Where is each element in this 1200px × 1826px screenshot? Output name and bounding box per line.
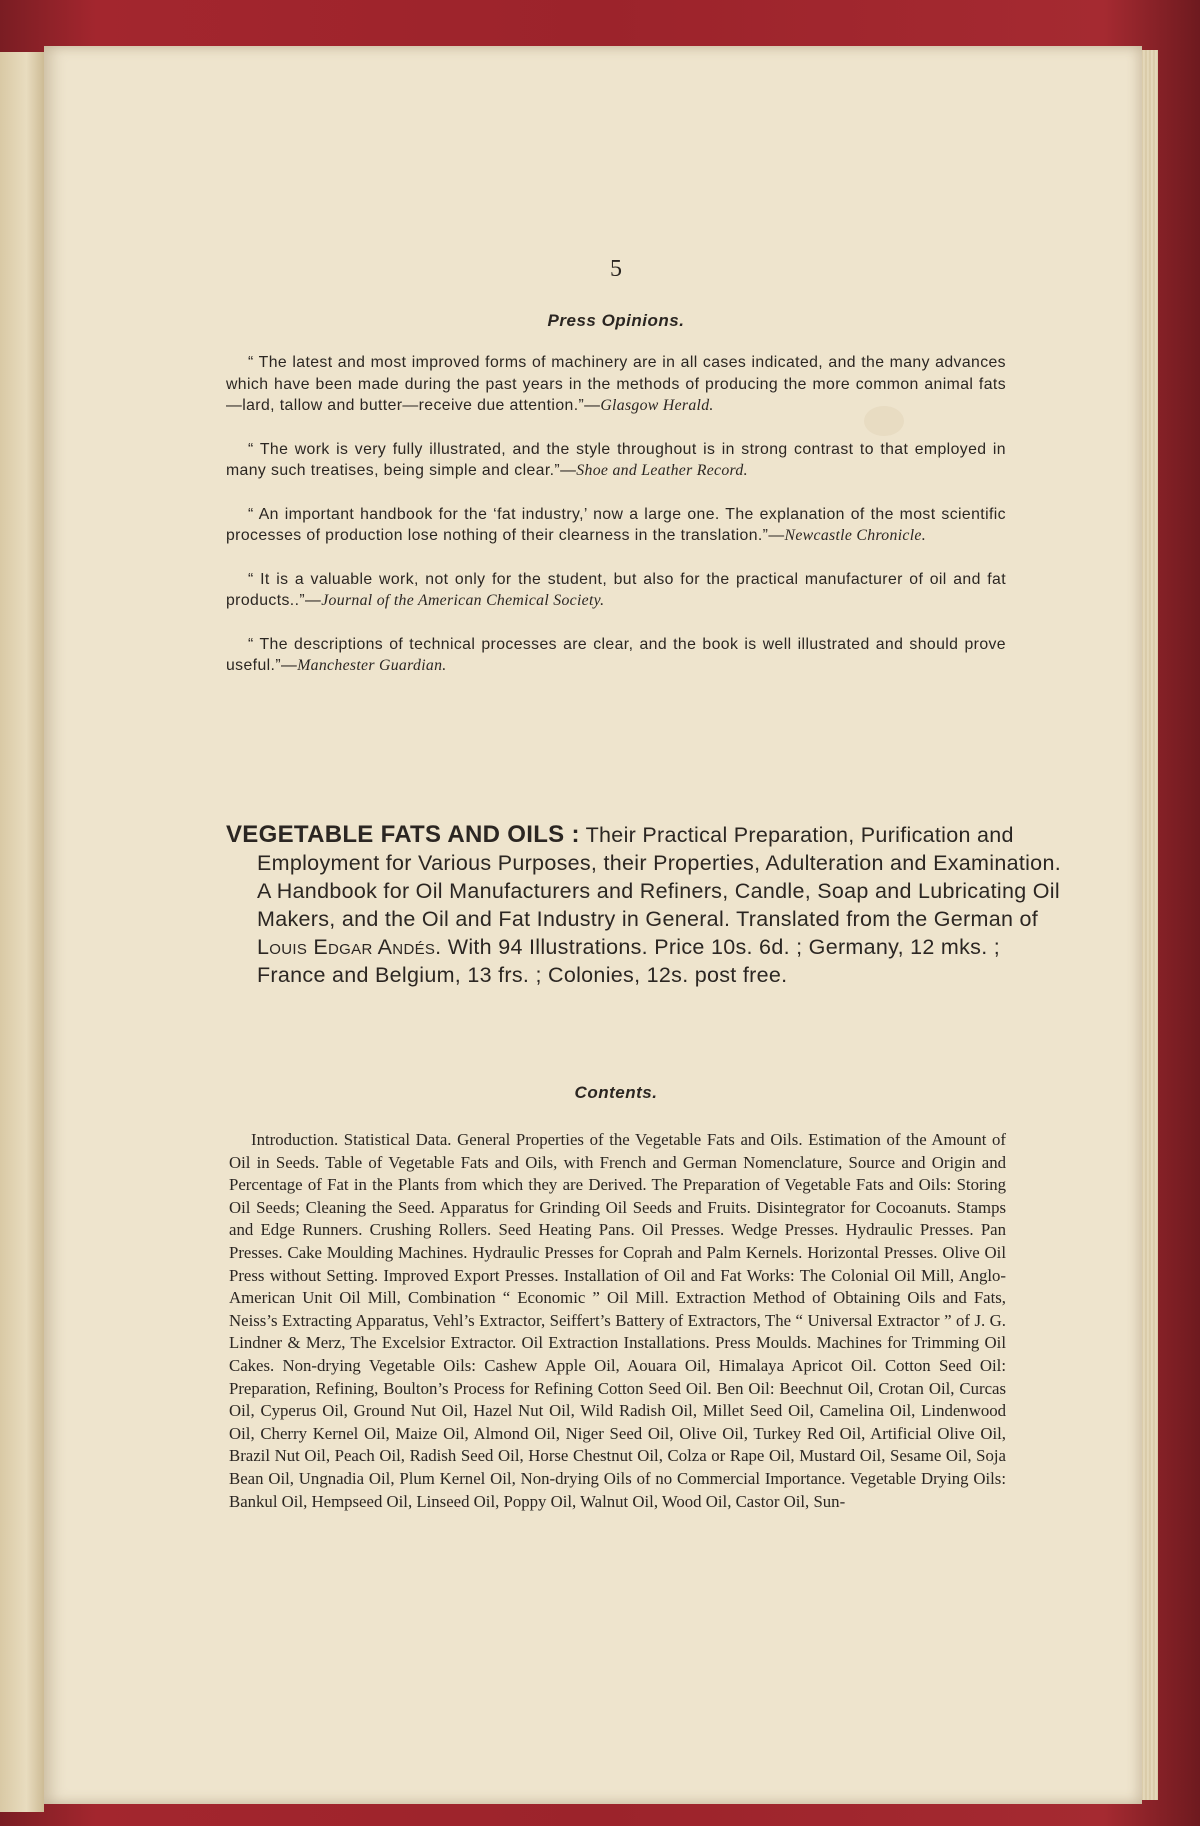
page-number: 5 [610, 256, 622, 282]
press-quote: “ It is a valuable work, not only for the student, but also for the practical manufacturer of oil and fat products..”—Journal of the American Chemical Society. [226, 570, 1006, 609]
press-quote: “ The descriptions of technical processes are clear, and the book is well illustrated and should prove useful.”—Manchester Guardian. [226, 635, 1006, 674]
quote-source: Manchester Guardian. [297, 657, 447, 674]
press-quotes [226, 352, 1006, 699]
quote-source: Newcastle Chronicle. [784, 527, 926, 544]
press-quote: “ An important handbook for the ‘fat industry,’ now a large one. The explanation of the most scientific processes of production lose nothing of their clearness in the translation.”—Newcastle Chronicle. [226, 505, 1006, 544]
book-description: Their Practical Preparation, Purification and Employment for Various Purposes, their Properties, Adulteration and Examination. A Handbook for Oil Manufacturers and Refiners, Candle, Soap and Lubricating Oil Makers, and the Oil and Fat Industry in General. Translated from the German of [257, 823, 1061, 931]
facing-page-edge [0, 52, 44, 1812]
book-page [44, 46, 1142, 1804]
press-opinions-heading: Press Opinions. [547, 311, 685, 330]
quote-source: Shoe and Leather Record. [576, 462, 748, 479]
press-quote: “ The latest and most improved forms of machinery are in all cases indicated, and the many advances which have been made during the past years in the methods of producing the more common animal fats—lard, tallow and butter—receive due attention.”—Glasgow Herald. [226, 354, 1006, 414]
book-author: Louis Edgar Andés. [257, 935, 442, 959]
press-quote: “ The work is very fully illustrated, and the style throughout is in strong contrast to that employed in many such treatises, being simple and clear.”—Shoe and Leather Record. [226, 440, 1006, 479]
contents-heading: Contents. [574, 1083, 658, 1102]
quote-source: Glasgow Herald. [600, 397, 714, 414]
book-price: With 94 Illustrations. Price 10s. 6d. ; Germany, 12 mks. ; France and Belgium, 13 frs. ; Colonies, 12s. post free. [257, 935, 1001, 987]
quote-source: Journal of the American Chemical Society. [321, 592, 605, 609]
book-listing [226, 821, 1067, 989]
book-title: VEGETABLE FATS AND OILS : [226, 821, 580, 848]
contents-text: Introduction. Statistical Data. General Properties of the Vegetable Fats and Oils. Estimation of the Amount of Oil in Seeds. Table of Vegetable Fats and Oils, with French and German Nomenclature, Source and Origin and Percentage of Fat in the Plants from which they are Derived. The Preparation of Vegetable Fats and Oils: Storing Oil Seeds; Cleaning the Seed. Apparatus for Grinding Oil Seeds and Fruits. Disintegrator for Cocoanuts. Stamps and Edge Runners. Crushing Rollers. Seed Heating Pans. Oil Presses. Wedge Presses. Hydraulic Presses. Pan Presses. Cake Moulding Machines. Hydraulic Presses for Coprah and Palm Kernels. Horizontal Presses. Olive Oil Press without Setting. Improved Export Presses. Installation of Oil and Fat Works: The Colonial Oil Mill, Anglo-American Unit Oil Mill, Combination “ Economic ” Oil Mill. Extraction Method of Obtaining Oils and Fats, Neiss’s Extracting Apparatus, Vehl’s Extractor, Seiffert’s Battery of Extractors, The “ Universal Extractor ” of J. G. Lindner & Merz, The Excelsior Extractor. Oil Extraction Installations. Press Moulds. Machines for Trimming Oil Cakes. Non-drying Vegetable Oils: Cashew Apple Oil, Aouara Oil, Himalaya Apricot Oil. Cotton Seed Oil: Preparation, Refining, Boulton’s Process for Refining Cotton Seed Oil. Ben Oil: Beechnut Oil, Crotan Oil, Curcas Oil, Cyperus Oil, Ground Nut Oil, Hazel Nut Oil, Wild Radish Oil, Millet Seed Oil, Camelina Oil, Lindenwood Oil, Cherry Kernel Oil, Maize Oil, Almond Oil, Niger Seed Oil, Olive Oil, Turkey Red Oil, Artificial Olive Oil, Brazil Nut Oil, Peach Oil, Radish Seed Oil, Horse Chestnut Oil, Colza or Rape Oil, Mustard Oil, Sesame Oil, Soja Bean Oil, Ungnadia Oil, Plum Kernel Oil, Non-drying Oils of no Commercial Importance. Vegetable Drying Oils: Bankul Oil, Hempseed Oil, Linseed Oil, Poppy Oil, Walnut Oil, Wood Oil, Castor Oil, Sun- [229, 1130, 1006, 1511]
